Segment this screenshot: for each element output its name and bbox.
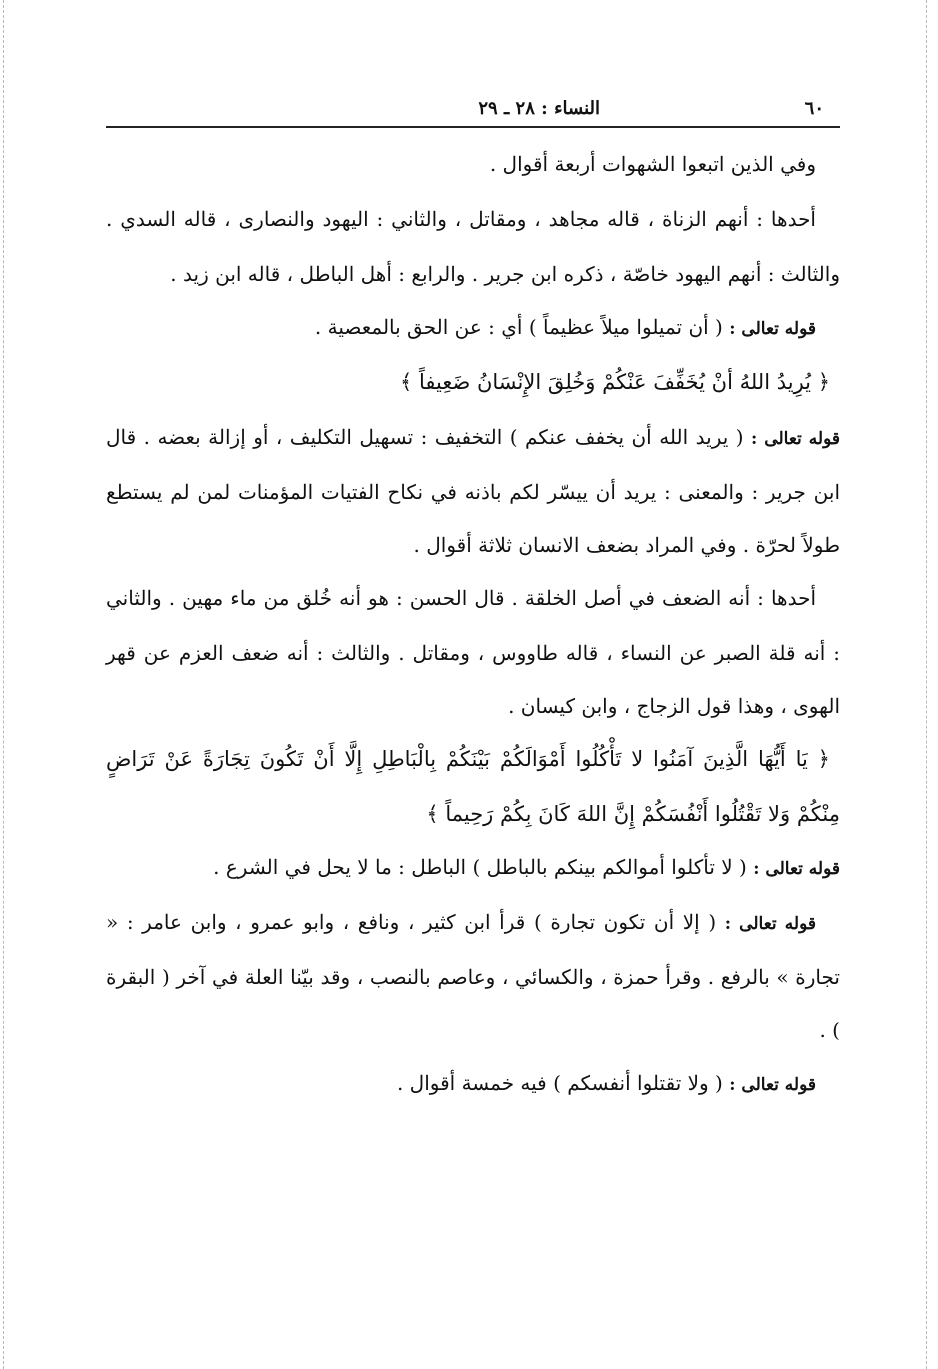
paragraph-5-lead: قوله تعالى :: [751, 429, 840, 449]
book-page: [106, 92, 840, 1112]
paragraph-6: [106, 572, 840, 733]
paragraph-2: [106, 193, 840, 301]
running-title: النساء : ٢٨ ـ ٢٩: [478, 98, 600, 119]
scan-guide-left: [3, 0, 4, 1369]
paragraph-9: [106, 896, 840, 1057]
paragraph-1-text: وفي الذين اتبعوا الشهوات أربعة أقوال .: [489, 152, 816, 176]
scan-guide-right: [926, 0, 927, 1369]
paragraph-10-text: ( ولا تقتلوا أنفسكم ) فيه خمسة أقوال .: [396, 1071, 730, 1095]
paragraph-7-text: ﴿ يَا أَيُّهَا الَّذِينَ آمَنُوا لا تَأْكُلُوا أَمْوَالَكُمْ بَيْنَكُمْ بِالْبَاطِلِ إِلَّا أَنْ تَكُونَ تِجَارَةً عَنْ تَرَاضٍ مِنْكُمْ وَلا تَقْتُلُوا أَنْفُسَكُمْ إِنَّ اللهَ كَانَ بِكُمْ رَحِيماً ﴾: [106, 747, 840, 826]
quran-verse-1: [106, 356, 840, 411]
paragraph-10: [106, 1057, 840, 1112]
quran-verse-2: [106, 733, 840, 841]
paragraph-9-lead: قوله تعالى :: [724, 914, 817, 934]
paragraph-1: [106, 138, 840, 193]
paragraph-3: [106, 301, 840, 356]
paragraph-2-text: أحدها : أنهم الزناة ، قاله مجاهد ، ومقاتل ، والثاني : اليهود والنصارى ، قاله السدي . والثالث : أنهم اليهود خاصّة ، ذكره ابن جرير . والرابع : أهل الباطل ، قاله ابن زيد .: [106, 207, 840, 286]
paragraph-4-text: ﴿ يُرِيدُ اللهُ أنْ يُخَفِّفَ عَنْكُمْ وَخُلِقَ الإِنْسَانُ ضَعِيفاً ﴾: [399, 370, 830, 394]
paragraph-10-lead: قوله تعالى :: [729, 1075, 816, 1095]
paragraph-8-text: ( لا تأكلوا أموالكم بينكم بالباطل ) الباطل : ما لا يحل في الشرع .: [213, 855, 754, 879]
paragraph-8-lead: قوله تعالى :: [753, 859, 840, 879]
paragraph-6-text: أحدها : أنه الضعف في أصل الخلقة . قال الحسن : هو أنه خُلق من ماء مهين . والثاني : أنه قلة الصبر عن النساء ، قاله طاووس ، ومقاتل . والثالث : أنه ضعف العزم عن قهر الهوى ، وهذا قول الزجاج ، وابن كيسان .: [106, 586, 840, 718]
page-number: ٦٠: [804, 98, 824, 119]
paragraph-5-text: ( يريد الله أن يخفف عنكم ) التخفيف : تسهيل التكليف ، أو إزالة بعضه . قال ابن جرير : والمعنى : يريد أن ييسّر لكم باذنه في نكاح الفتيات المؤمنات لمن لم يستطع طولاً لحرّة . وفي المراد بضعف الانسان ثلاثة أقوال .: [106, 425, 840, 557]
paragraph-8: [106, 841, 840, 896]
page-header: [106, 92, 840, 126]
paragraph-3-lead: قوله تعالى :: [729, 319, 816, 339]
header-rule: [106, 126, 840, 128]
page-body: [106, 138, 840, 1112]
paragraph-5: [106, 411, 840, 572]
paragraph-3-text: ( أن تميلوا ميلاً عظيماً ) أي : عن الحق بالمعصية .: [314, 315, 730, 339]
paragraph-9-text: ( إلا أن تكون تجارة ) قرأ ابن كثير ، ونافع ، وابو عمرو ، وابن عامر : « تجارة » بالرفع . وقرأ حمزة ، والكسائي ، وعاصم بالنصب ، وقد بيّنا العلة في آخر ( البقرة ) .: [106, 910, 840, 1042]
